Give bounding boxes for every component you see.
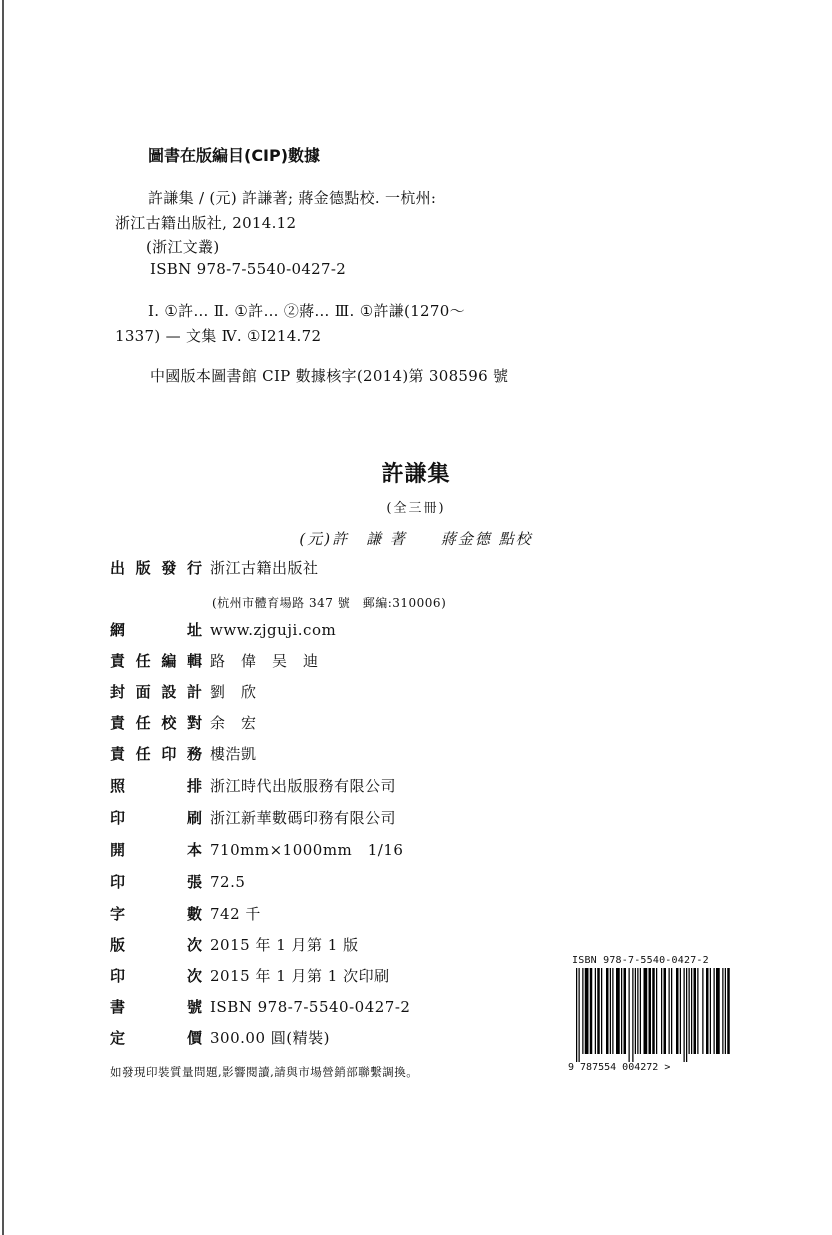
barcode-bar — [616, 968, 620, 1054]
barcode-bar — [702, 968, 703, 1054]
imprint-row-format — [110, 839, 403, 865]
imprint-label: 網 址 — [110, 621, 202, 639]
imprint-value: 浙江時代出版服務有限公司 — [210, 777, 397, 795]
barcode-bar — [671, 968, 672, 1054]
barcode-bar — [606, 968, 609, 1054]
imprint-row-word-count — [110, 903, 261, 929]
imprint-value: 2015 年 1 月第 1 版 — [210, 936, 359, 954]
barcode-bar — [590, 968, 593, 1054]
imprint-row-price — [110, 1027, 330, 1053]
cip-line-classification: Ⅰ. ①許… Ⅱ. ①許… ②蔣… Ⅲ. ①許謙(1270～ — [148, 302, 465, 320]
imprint-label: 印 次 — [110, 967, 202, 985]
website-link[interactable]: www.zjguji.com — [210, 620, 337, 639]
imprint-value: 742 千 — [210, 905, 261, 923]
imprint-label: 開 本 — [110, 841, 202, 859]
barcode-bar — [585, 968, 589, 1054]
barcode-bar — [680, 968, 681, 1054]
barcode-bar — [652, 968, 655, 1054]
barcode-bar — [632, 968, 633, 1062]
cip-line-publisher: 浙江古籍出版社, 2014.12 — [115, 214, 297, 232]
imprint-label: 字 數 — [110, 905, 202, 923]
imprint-label: 責任印務 — [110, 745, 202, 763]
barcode-icon — [568, 968, 732, 1062]
imprint-label: 書 號 — [110, 998, 202, 1016]
barcode-isbn-text: ISBN 978-7-5540-0427-2 — [572, 955, 709, 966]
barcode-bar — [579, 968, 580, 1062]
barcode-bar — [725, 968, 726, 1054]
imprint-row-edition — [110, 934, 359, 960]
barcode-bar — [612, 968, 613, 1054]
imprint-row-impression — [110, 965, 390, 991]
quality-notice: 如發現印裝質量問題,影響閱讀,請與市場營銷部聯繫調換。 — [110, 1065, 419, 1079]
barcode-bar — [597, 968, 600, 1054]
barcode-bar — [684, 968, 685, 1062]
barcode-bar — [727, 968, 730, 1054]
imprint-value: 2015 年 1 月第 1 次印刷 — [210, 967, 390, 985]
cip-line-record-number: 中國版本圖書館 CIP 數據核字(2014)第 308596 號 — [150, 367, 509, 385]
cip-line-title: 許謙集 / (元) 許謙著; 蔣金德點校. 一杭州: — [148, 189, 437, 207]
barcode-bar — [595, 968, 596, 1054]
book-volumes: (全三冊) — [386, 501, 446, 516]
imprint-row-website — [110, 619, 336, 645]
barcode-bar — [686, 968, 687, 1062]
barcode-digits: 9 787554 004272 > — [568, 1062, 671, 1073]
imprint-value: 710mm×1000mm 1/16 — [210, 841, 404, 859]
barcode-bar — [676, 968, 679, 1054]
imprint-label: 印 張 — [110, 873, 202, 891]
imprint-label: 責任校對 — [110, 714, 202, 732]
imprint-value: 300.00 圓(精裝) — [210, 1029, 330, 1047]
imprint-label: 出版發行 — [110, 559, 202, 577]
imprint-row-print-manager — [110, 743, 257, 769]
barcode-bar — [694, 968, 697, 1054]
cip-line-isbn: ISBN 978-7-5540-0427-2 — [150, 260, 347, 278]
imprint-row-publisher — [110, 557, 319, 583]
imprint-row-printing — [110, 807, 396, 833]
cip-line-classification-cont: 1337) — 文集 Ⅳ. ①I214.72 — [115, 327, 322, 345]
barcode-bar — [697, 968, 698, 1054]
book-authors: (元)許 謙 著 蔣金德 點校 — [299, 530, 533, 548]
imprint-value: 72.5 — [210, 872, 246, 891]
imprint-row-editors — [110, 650, 319, 676]
imprint-value: 余 宏 — [210, 714, 257, 732]
barcode-bar — [664, 968, 667, 1054]
imprint-value: 路 偉 吴 迪 — [210, 652, 319, 670]
barcode-bar — [637, 968, 638, 1054]
imprint-value: 浙江古籍出版社 — [210, 559, 319, 577]
imprint-label: 照 排 — [110, 777, 202, 795]
barcode-bar — [691, 968, 692, 1054]
imprint-row-sheets — [110, 871, 245, 897]
barcode-bar — [640, 968, 641, 1054]
publisher-address: (杭州市體育場路 347 號 郵編:310006) — [212, 596, 447, 610]
cip-line-series: (浙江文叢) — [146, 238, 220, 256]
barcode-bar — [669, 968, 670, 1054]
imprint-label: 版 次 — [110, 936, 202, 954]
imprint-label: 封面設計 — [110, 683, 202, 701]
barcode-bar — [706, 968, 709, 1054]
book-title: 許謙集 — [381, 462, 451, 487]
imprint-row-proofreader — [110, 712, 257, 738]
barcode-bar — [656, 968, 657, 1054]
barcode-bar — [621, 968, 622, 1054]
barcode-bar — [582, 968, 583, 1054]
page-edge-rule — [2, 0, 4, 1235]
barcode-bar — [649, 968, 652, 1054]
imprint-row-typesetting — [110, 775, 396, 801]
barcode-bar — [629, 968, 630, 1062]
imprint-value: ISBN 978-7-5540-0427-2 — [210, 997, 411, 1016]
barcode-bar — [635, 968, 636, 1054]
barcode-bar — [716, 968, 720, 1054]
barcode-bar — [661, 968, 662, 1054]
cip-heading: 圖書在版編目(CIP)數據 — [148, 146, 321, 165]
barcode-bar — [722, 968, 723, 1054]
imprint-label: 責任編輯 — [110, 652, 202, 670]
imprint-row-cover-design — [110, 681, 257, 707]
barcode-bar — [714, 968, 715, 1054]
imprint-label: 定 價 — [110, 1029, 202, 1047]
imprint-value: 樓浩凱 — [210, 745, 257, 763]
barcode-bar — [644, 968, 648, 1054]
barcode-bar — [624, 968, 627, 1054]
imprint-label: 印 刷 — [110, 809, 202, 827]
barcode-bar — [689, 968, 690, 1054]
barcode-bar — [610, 968, 611, 1054]
imprint-value: 劉 欣 — [210, 683, 257, 701]
barcode-bar — [601, 968, 602, 1054]
imprint-row-book-number — [110, 996, 410, 1022]
imprint-value: 浙江新華數碼印務有限公司 — [210, 809, 397, 827]
barcode-bar — [710, 968, 711, 1054]
barcode-bar — [576, 968, 577, 1062]
